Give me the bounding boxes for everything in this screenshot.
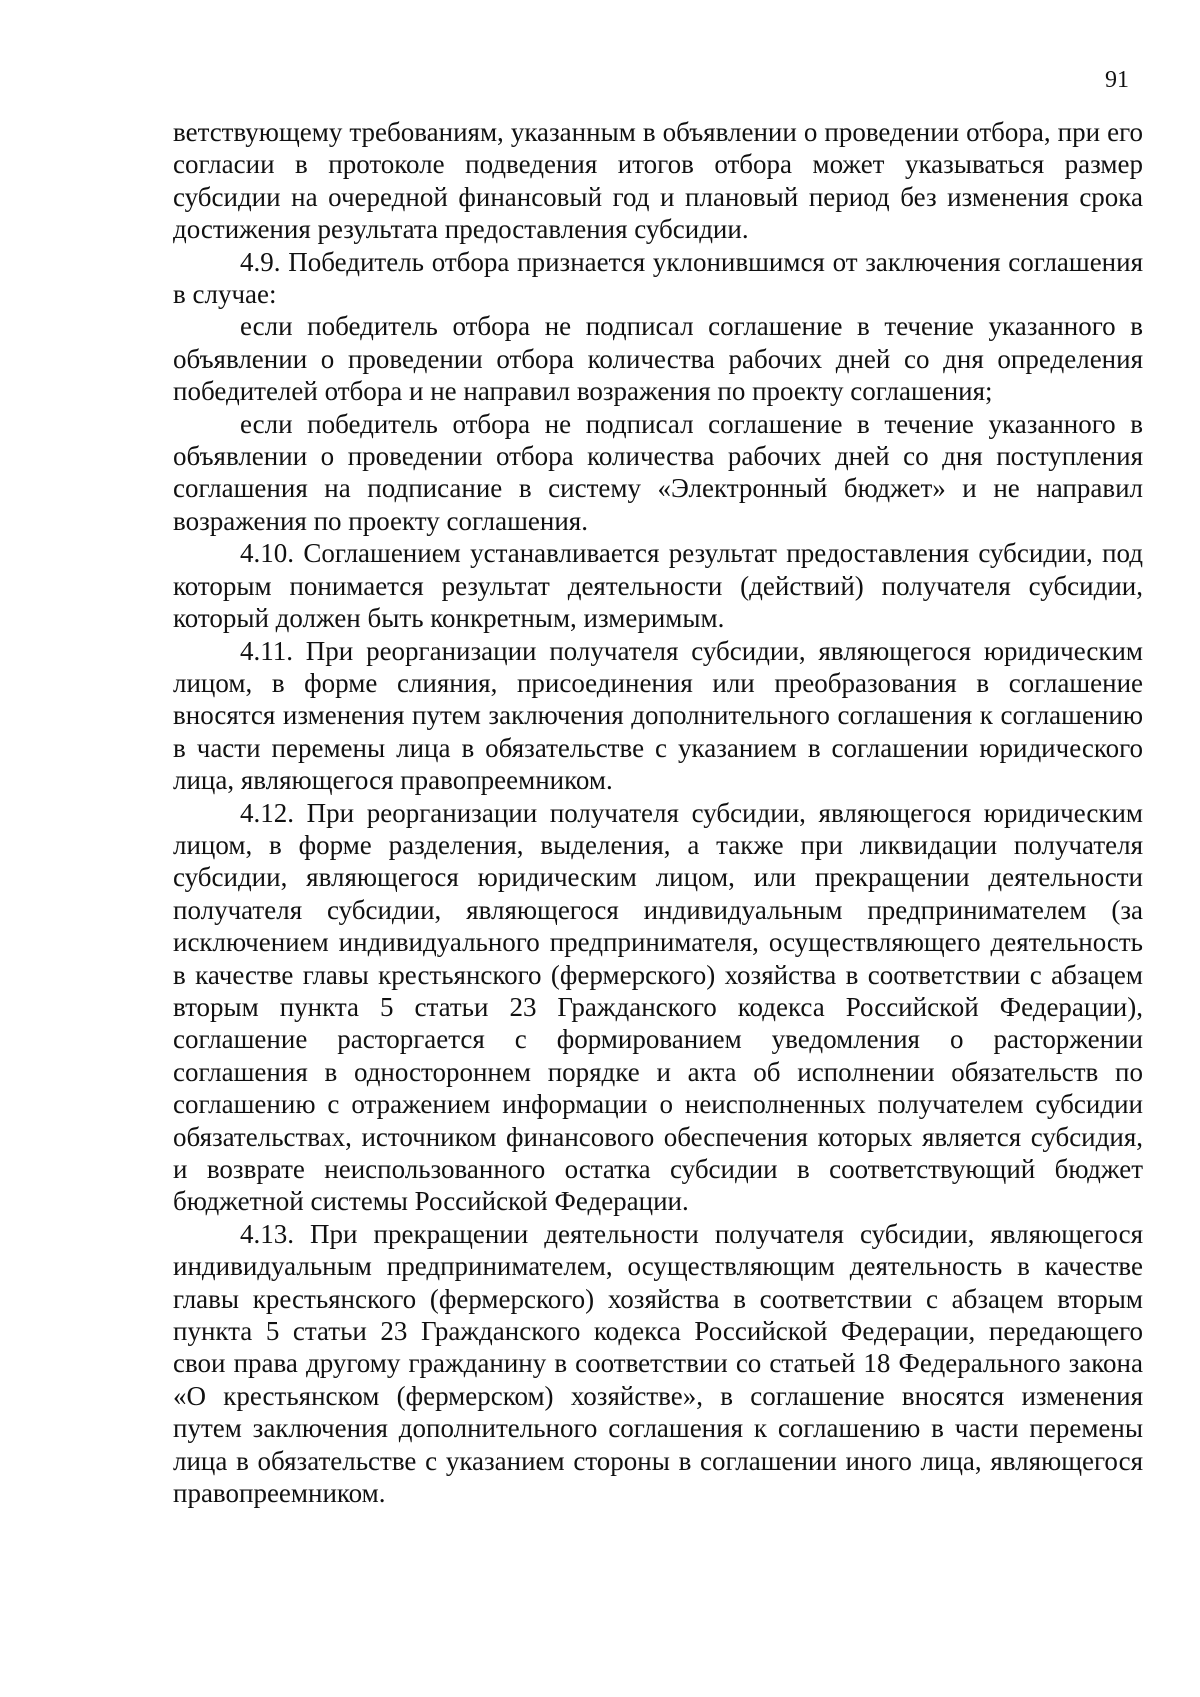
paragraph-continuation: ветствующему требованиям, указанным в объявлении о проведении отбора, при его согласии в протоколе подведения итогов отбора может указываться размер субсидии на очередной финансовый год и плановый период без изменения срока достижения результата предоставления субсидии. xyxy=(173,117,1143,245)
document-body xyxy=(173,116,1143,1509)
paragraph-4-9-case-1: если победитель отбора не подписал соглашение в течение указанного в объявлении о проведении отбора количества рабочих дней со дня определения победителей отбора и не направил возражения по проекту соглашения; xyxy=(173,311,1143,407)
paragraph-4-13: 4.13. При прекращении деятельности получателя субсидии, являющегося индивидуальным предпринимателем, осуществляющим деятельность в качестве главы крестьянского (фермерского) хозяйства в соответствии с абзацем вторым пункта 5 статьи 23 Гражданского кодекса Российской Федерации, передающего свои права другому гражданину в соответствии со статьей 18 Федерального закона «О крестьянском (фермерском) хозяйстве», в соглашение вносятся изменения путем заключения дополнительного соглашения к соглашению в части перемены лица в обязательстве с указанием стороны в соглашении иного лица, являющегося правопреемником. xyxy=(173,1218,1143,1509)
paragraph-4-10: 4.10. Соглашением устанавливается результат предоставления субсидии, под которым понимается результат деятельности (действий) получателя субсидии, который должен быть конкретным, измеримым. xyxy=(173,538,1143,634)
page-number: 91 xyxy=(1105,67,1129,93)
paragraph-4-9-case-2: если победитель отбора не подписал соглашение в течение указанного в объявлении о проведении отбора количества рабочих дней со дня поступления соглашения на подписание в систему «Электронный бюджет» и не направил возражения по проекту соглашения. xyxy=(173,408,1143,536)
paragraph-4-9: 4.9. Победитель отбора признается уклонившимся от заключения соглашения в случае: xyxy=(173,246,1143,310)
paragraph-4-11: 4.11. При реорганизации получателя субсидии, являющегося юридическим лицом, в форме слияния, присоединения или преобразования в соглашение вносятся изменения путем заключения дополнительного соглашения к соглашению в части перемены лица в обязательстве с указанием в соглашении юридического лица, являющегося правопреемником. xyxy=(173,635,1143,796)
paragraph-4-12: 4.12. При реорганизации получателя субсидии, являющегося юридическим лицом, в форме разделения, выделения, а также при ликвидации получателя субсидии, являющегося юридическим лицом, или прекращении деятельности получателя субсидии, являющегося индивидуальным предпринимателем (за исключением индивидуального предпринимателя, осуществляющего деятельность в качестве главы крестьянского (фермерского) хозяйства в соответствии с абзацем вторым пункта 5 статьи 23 Гражданского кодекса Российской Федерации), соглашение расторгается с формированием уведомления о расторжении соглашения в одностороннем порядке и акта об исполнении обязательств по соглашению с отражением информации о неисполненных получателем субсидии обязательствах, источником финансового обеспечения которых является субсидия, и возврате неиспользованного остатка субсидии в соответствующий бюджет бюджетной системы Российской Федерации. xyxy=(173,797,1143,1217)
